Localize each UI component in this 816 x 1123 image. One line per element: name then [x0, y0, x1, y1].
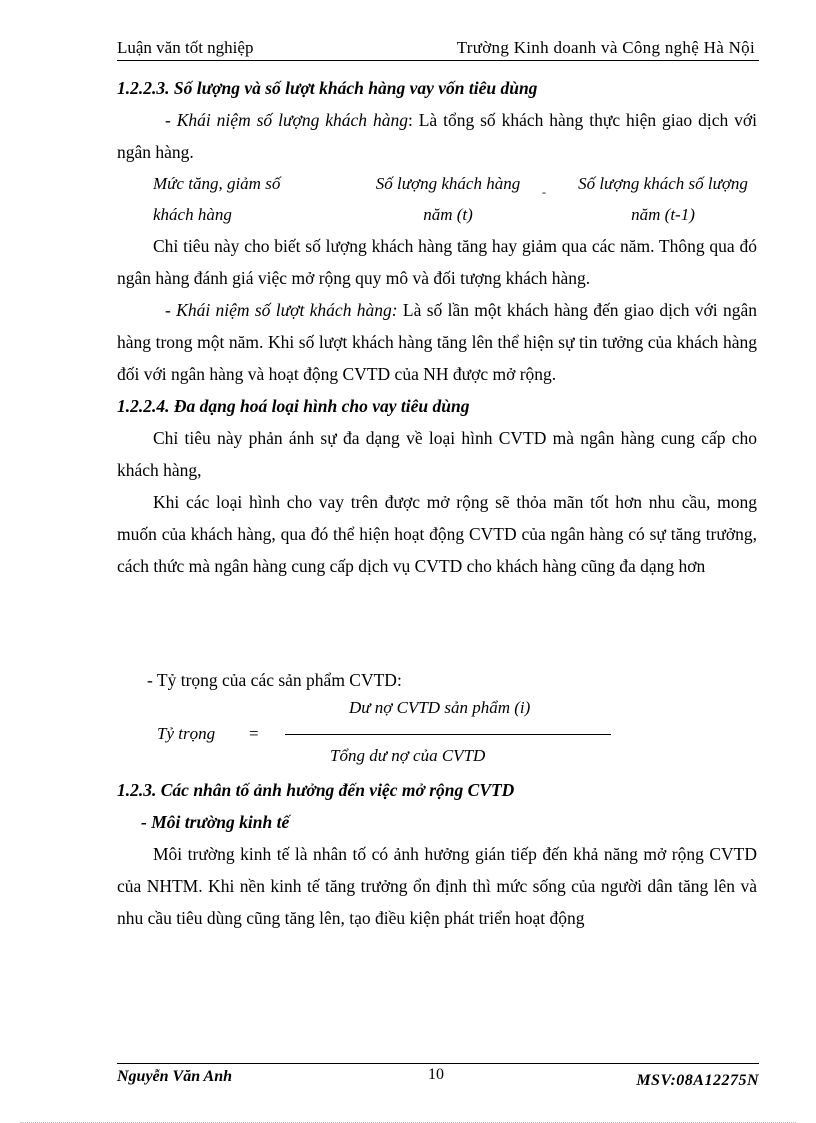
- bullet-product-share: - Tỷ trọng của các sản phẩm CVTD:: [147, 670, 402, 690]
- formula2-equals: =: [249, 724, 259, 743]
- header-rule: [117, 60, 759, 61]
- page-header: [117, 38, 759, 60]
- formula1-right-line2: năm (t-1): [631, 205, 695, 224]
- paragraph-diversity-indicator: Chỉ tiêu này phản ánh sự đa dạng về loại hình CVTD mà ngân hàng cung cấp cho khách hàng,: [117, 428, 757, 480]
- footer-author: Nguyễn Văn Anh: [117, 1068, 232, 1085]
- formula2-fraction-bar: [285, 734, 611, 735]
- paragraph-economic-environment: Môi trường kinh tế là nhân tố có ảnh hưởng gián tiếp đến khả năng mở rộng CVTD của NHTM. Khi nền kinh tế tăng trưởng ổn định thì mức sống của người dân tăng lên và nhu cầu tiêu dùng cũng tăng lên, tạo điều kiện phát triển hoạt động: [117, 844, 757, 928]
- term-customer-count: - Khái niệm số lượng khách hàng: [165, 110, 408, 130]
- section-heading-1-2-2-3: 1.2.2.3. Số lượng và số lượt khách hàng vay vốn tiêu dùng: [117, 78, 538, 98]
- definition-customer-visits: Là số lần một khách hàng đến giao dịch với ngân hàng trong một năm. Khi số lượt khách hàng tăng lên thể hiện sự tin tưởng của khách hàng đối với ngân hàng và hoạt động CVTD của NH được mở rộng.: [117, 300, 757, 384]
- formula2-denominator: Tổng dư nợ của CVTD: [330, 746, 486, 765]
- page-body: [117, 72, 757, 934]
- header-thesis-label: Luận văn tốt nghiệp: [117, 38, 254, 57]
- formula2-lhs: Tỷ trọng: [157, 724, 216, 743]
- formula2-numerator: Dư nợ CVTD sản phẩm (i): [349, 698, 531, 717]
- formula1-right-line1: Số lượng khách số lượng: [578, 174, 748, 193]
- subheading-economic-environment: - Môi trường kinh tế: [141, 812, 290, 832]
- section-heading-1-2-2-4: 1.2.2.4. Đa dạng hoá loại hình cho vay tiêu dùng: [117, 396, 470, 416]
- paragraph-diversity-expansion: Khi các loại hình cho vay trên được mở rộng sẽ thỏa mãn tốt hơn nhu cầu, mong muốn của khách hàng, qua đó thể hiện hoạt động CVTD của ngân hàng có sự tăng trưởng, cách thức mà ngân hàng cung cấp dịch vụ CVTD cho khách hàng cũng đa dạng hơn: [117, 492, 757, 576]
- definition-customer-count: : Là tổng số khách hàng thực hiện giao dịch với ngân hàng.: [117, 110, 757, 162]
- formula1-mid-line2: năm (t): [423, 205, 473, 224]
- formula1-mid-line1: Số lượng khách hàng: [375, 174, 521, 193]
- formula-product-share: [117, 696, 757, 774]
- blank-space: [117, 582, 757, 664]
- page-footer: [117, 1066, 759, 1090]
- formula1-minus-operator: -: [542, 185, 546, 199]
- paragraph-customer-count-meaning: Chỉ tiêu này cho biết số lượng khách hàng tăng hay giảm qua các năm. Thông qua đó ngân hàng đánh giá việc mở rộng quy mô và đối tượng khách hàng.: [117, 236, 757, 288]
- paragraph-customer-count-definition: [117, 104, 757, 168]
- formula1-left-line2: khách hàng: [153, 205, 232, 224]
- term-customer-visits: - Khái niệm số lượt khách hàng:: [165, 300, 398, 320]
- formula1-left-line1: Mức tăng, giảm số: [153, 174, 281, 193]
- paragraph-customer-visits-definition: [117, 294, 757, 390]
- formula-customer-change: [117, 168, 757, 230]
- section-heading-1-2-3: 1.2.3. Các nhân tố ảnh hưởng đến việc mở rộng CVTD: [117, 780, 515, 800]
- header-school-name: Trường Kinh doanh và Công nghệ Hà Nội: [456, 38, 755, 57]
- footer-student-id: MSV:08A12275N: [636, 1072, 759, 1089]
- footer-rule: [117, 1063, 759, 1064]
- page-number: 10: [428, 1066, 444, 1083]
